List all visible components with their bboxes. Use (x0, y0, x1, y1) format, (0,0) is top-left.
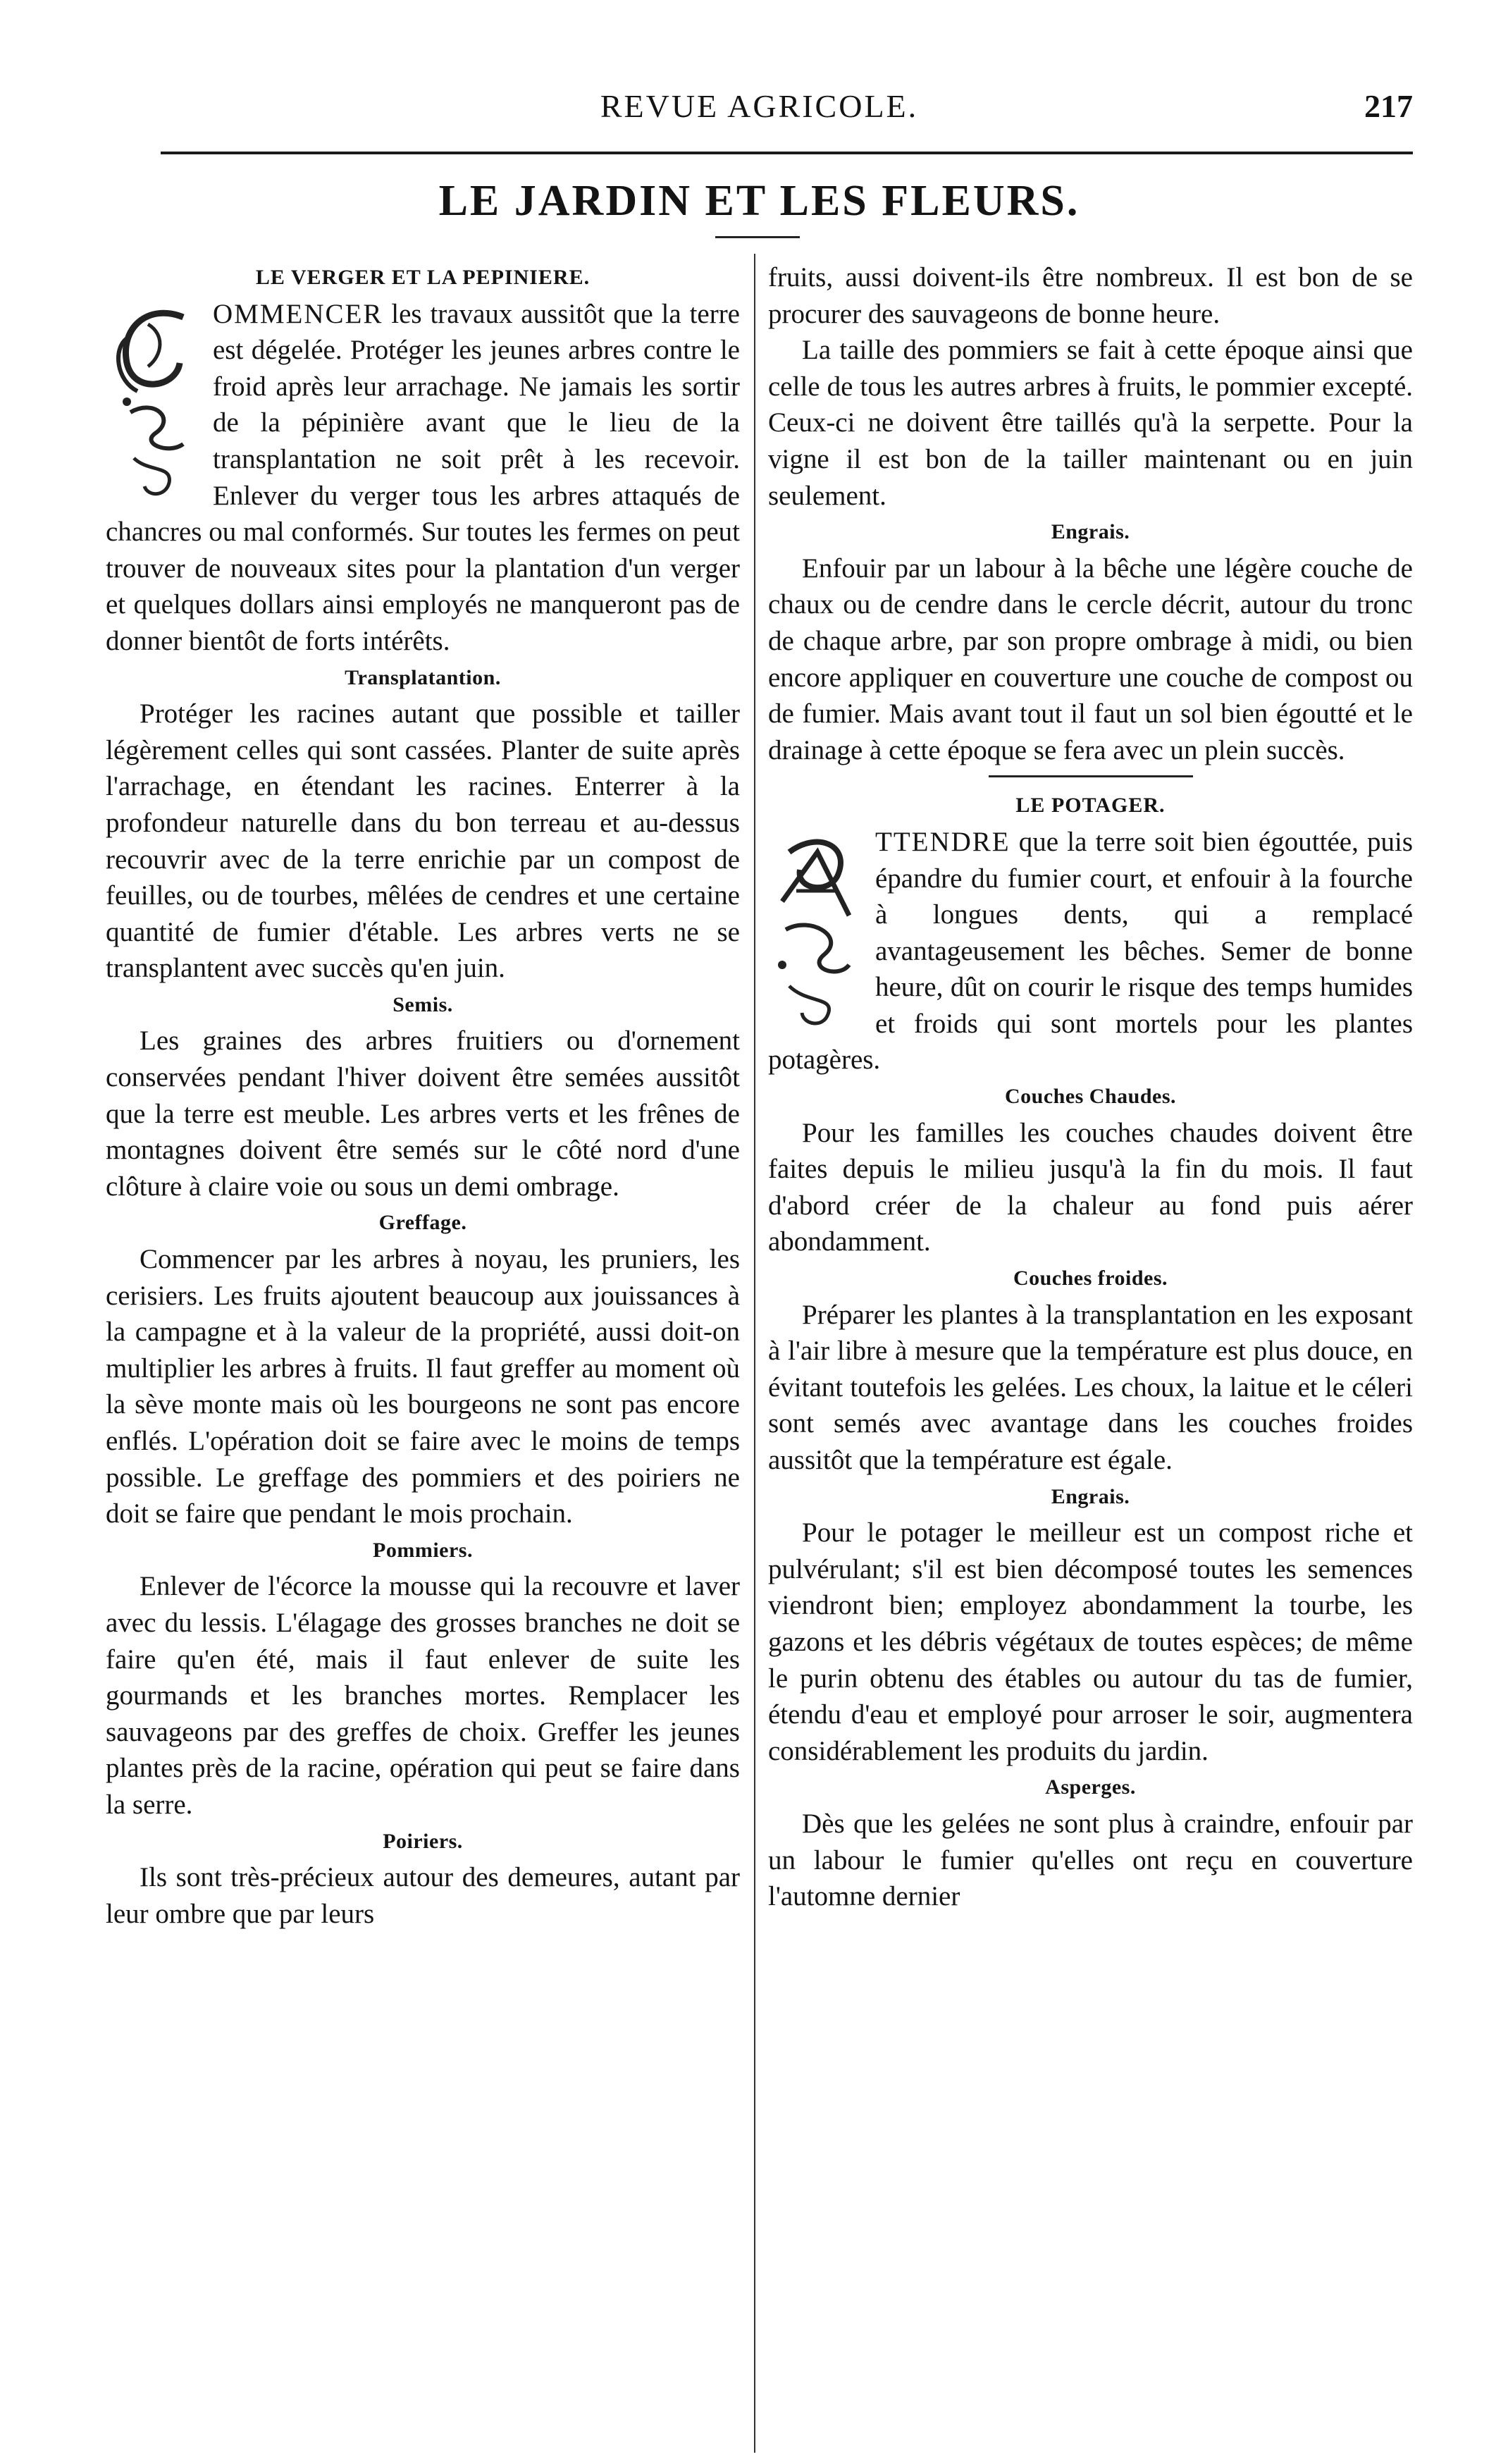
article-title: LE JARDIN ET LES FLEURS. (438, 177, 1080, 225)
subheading-pommiers: Pommiers. (373, 1538, 473, 1562)
paragraph-engrais-verger: Enfouir par un labour à la bêche une légère couche de chaux ou de cendre dans le cercle décrit, autour du tronc de chaque arbre, par son propre ombrage à midi, ou bien encore appliquer en couverture une couche de compost ou de fumier. Mais avant tout il faut un sol bien égoutté et le drainage à cette époque se fera avec un plein succès. (768, 553, 1413, 765)
subheading-poiriers: Poiriers. (383, 1829, 463, 1853)
paragraph-poiriers: Ils sont très-précieux autour des demeures, autant par leur ombre que par leurs (106, 1862, 740, 1929)
header-rule (161, 152, 1413, 154)
potager-leading-caps: TTENDRE (875, 826, 1011, 857)
paragraph-greffage: Commencer par les arbres à noyau, les pruniers, les cerisiers. Les fruits ajoutent beaucoup aux jouissances à la campagne et à la valeur de la propriété, aussi doit-on multiplier les arbres à fruits. Il faut greffer au moment où la sève monte mais où les bourgeons ne sont pas encore enflés. L'opération doit se faire avec le moins de temps possible. Le greffage des pommiers et des poiriers ne doit se faire que pendant le mois prochain. (106, 1244, 740, 1529)
section-rule (989, 775, 1193, 777)
column-divider (754, 254, 755, 2453)
paragraph-couches-froides: Préparer les plantes à la transplantation en les exposant à l'air libre à mesure que la température est plus douce, en évitant toutefois les gelées. Les choux, la laitue et le céleri sont semés avec avantage dans les couches froides aussitôt que la température est égale. (768, 1299, 1413, 1475)
intro-text: les travaux aussitôt que la terre est dégelée. Protéger les jeunes arbres contre le froid après leur arrachage. Ne jamais les sortir de la pépinière avant que le lieu de la transplantation ne soit prêt à les recevoir. Enlever du verger tous les arbres attaqués de chancres ou mal conformés. Sur toutes les fermes on peut trouver de nouveaux sites pour la plantation d'un verger et quelques dollars ainsi employés ne manqueront pas de donner bientôt de forts intérêts. (106, 298, 740, 656)
intro-leading-caps: OMMENCER (213, 298, 383, 329)
subheading-couches-froides: Couches froides. (1013, 1267, 1168, 1290)
subheading-engrais-potager: Engrais. (1051, 1484, 1130, 1508)
subheading-couches-chaudes: Couches Chaudes. (1004, 1085, 1177, 1109)
left-column (106, 259, 740, 1932)
subheading-greffage: Greffage. (378, 1211, 467, 1235)
running-head (106, 83, 1413, 133)
paragraph-engrais-potager: Pour le potager le meilleur est un compost riche et pulvérulant; s'il est bien décomposé toutes les semences viendront bien; employez abondamment la tourbe, les gazons et les débris végétaux de toutes espèces; de même le purin obtenu des étables ou autour du tas de fumier, étendu d'eau et employé pour arroser le soir, augmentera considérablement les produits du jardin. (768, 1517, 1413, 1766)
paragraph-couches-chaudes: Pour les familles les couches chaudes doivent être faites depuis le milieu jusqu'à la fin du mois. Il faut d'abord créer de la chaleur au fond puis aérer abondamment. (768, 1117, 1413, 1257)
right-column (768, 259, 1413, 1915)
subheading-asperges: Asperges. (1045, 1775, 1136, 1799)
subheading-semis: Semis. (393, 992, 453, 1016)
paragraph-semis: Les graines des arbres fruitiers ou d'ornement conservées pendant l'hiver doivent être semées aussitôt que la terre est meuble. Les arbres verts et les frênes de montagnes doivent être semés sur le côté nord d'une clôture à claire voie ou sous un demi ombrage. (106, 1025, 740, 1202)
paragraph-asperges: Dès que les gelées ne sont plus à craindre, enfouir par un labour le fumier qu'elles ont reçu en couverture l'automne dernier (768, 1808, 1413, 1912)
ornament-a-icon (768, 824, 867, 1035)
potager-intro-text: que la terre soit bien égouttée, puis épandre du fumier court, et enfouir à la fourche à longues dents, qui a remplacé avantageusement les bêches. Semer de bonne heure, dût on courir le risque des temps humides et froids qui sont mortels pour les plantes potagères. (768, 826, 1413, 1076)
running-title: REVUE AGRICOLE. (600, 88, 919, 124)
subheading-engrais-verger: Engrais. (1051, 520, 1130, 544)
page-number: 217 (1364, 88, 1413, 124)
ornamental-dropcap-c (106, 296, 204, 507)
paragraph-poiriers-continued: fruits, aussi doivent-ils être nombreux. Il est bon de se procurer des sauvageons de bonne heure. (768, 262, 1413, 329)
ornamental-dropcap-a (768, 824, 867, 1035)
paragraph-taille: La taille des pommiers se fait à cette époque ainsi que celle de tous les autres arbres à fruits, le pommier excepté. Ceux-ci ne doivent être taillés qu'à la serpette. Pour la vigne il est bon de la tailler maintenant ou en juin seulement. (768, 335, 1413, 511)
subheading-transplantation: Transplatantion. (345, 665, 501, 689)
title-rule (715, 236, 800, 238)
paragraph-pommiers: Enlever de l'écorce la mousse qui la recouvre et laver avec du lessis. L'élagage des grosses branches ne doit se faire qu'en été, mais il faut enlever de suite les gourmands et les branches mortes. Remplacer les sauvageons par des greffes de choix. Greffer les jeunes plantes près de la racine, opération qui peut se faire dans la serre. (106, 1571, 740, 1820)
section-heading-potager: LE POTAGER. (1015, 794, 1166, 818)
ornament-c-icon (106, 296, 204, 507)
paragraph-transplantation: Protéger les racines autant que possible et tailler légèrement celles qui sont cassées. Planter de suite après l'arrachage, en étendant les racines. Enterrer à la profondeur naturelle dans du bon terreau et au-dessus recouvrir avec de la terre enrichie par un compost de feuilles, ou de tourbes, mêlées de cendres et une certaine quantité de fumier d'étable. Les arbres verts ne se transplantent avec succès qu'en juin. (106, 698, 740, 984)
section-heading-verger: LE VERGER ET LA PEPINIERE. (255, 266, 591, 289)
